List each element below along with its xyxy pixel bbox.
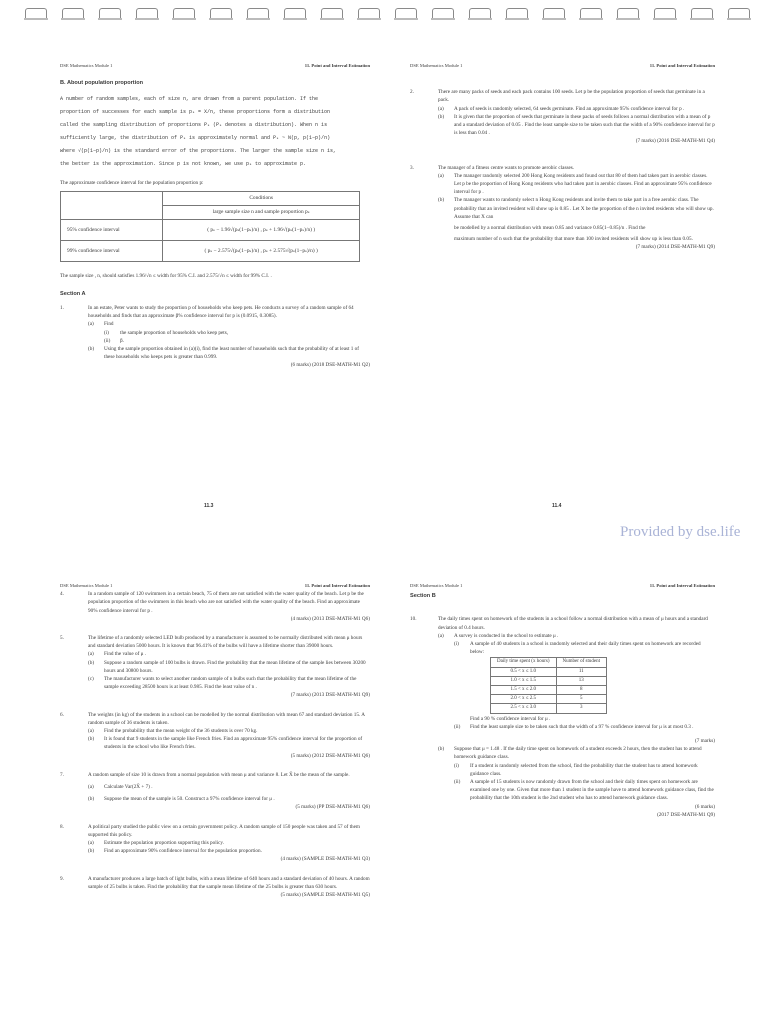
question-number: 1. — [60, 305, 64, 312]
header-right: 11. Point and Interval Estimation — [304, 583, 370, 588]
question-text: In an estate, Peter wants to study the proportion p of households who keep pets. He conducts a survey of a random sample of 64 households and finds that an approximate β% confidence interval for p is (0.0915, 0.3085). — [88, 305, 354, 320]
binder-rings — [0, 6, 768, 20]
ci-table-corner — [61, 191, 163, 219]
part-a — [438, 632, 715, 640]
part-label: (i) — [454, 641, 459, 648]
question-number: 4. — [60, 591, 64, 598]
part-text: Suppose that μ = 1.48 . If the daily time spent on homework of a student exceeds 2 hours, then the student has to attend homework guidance class. — [454, 746, 702, 761]
part-a — [88, 783, 370, 791]
marks: (4 marks) (2013 DSE-MATH-M1 Q6) — [290, 615, 370, 622]
question-text: A manufacturer produces a large batch of light bulbs, with a mean lifetime of 640 hours and a standard deviation of 40 hours. A random sample of 25 bulbs is taken. Find the probability that the sample mean lifetime of the 25 bulbs is greater than 630 hours. — [88, 875, 370, 890]
question-body — [88, 875, 370, 900]
marks: (6 marks) (2018 DSE-MATH-M1 Q2) — [290, 362, 370, 369]
part-a-i — [454, 640, 715, 723]
part-label: (a) — [88, 651, 94, 658]
part-label: (i) — [104, 329, 109, 336]
table-header-cell: Number of student — [556, 658, 607, 667]
part-text-line: The manager wants to randomly select n Hong Kong residents and invite them to take part in a free aerobic class. The probability that an invited resident will show up is 0.85 . Let X be the proportion of the n invited residents who will show up. Assume that X can — [454, 197, 714, 220]
binder-ring — [247, 8, 269, 18]
table-row — [491, 676, 607, 685]
part-text: The manager randomly selected 200 Hong Kong residents and found out that 80 of them had taken part in aerobic classes. Let p be the proportion of Hong Kong residents who had taken part in aerobic classes. Find an approximate 95% confidence interval for p . — [454, 172, 712, 196]
page-header — [60, 62, 370, 70]
page-11-4 — [410, 62, 715, 482]
part-label: (c) — [88, 676, 94, 683]
binder-ring — [99, 8, 121, 18]
part-label: (i) — [454, 762, 459, 769]
binder-ring — [432, 8, 454, 18]
part-b — [88, 847, 370, 855]
intro-line: proportion of successes for each sample is pₛ = X/n, these proportions form a distribution — [60, 109, 331, 116]
page-header — [60, 582, 370, 590]
binder-ring — [654, 8, 676, 18]
question-body — [88, 711, 370, 760]
question-10 — [410, 615, 715, 819]
part-text: It is found that 9 students in the sample like French fries. Find an approximate 95% confidence interval for the proportion of students in the school who like French fries. — [104, 736, 363, 751]
part-label: (ii) — [454, 779, 461, 786]
part-b — [88, 345, 370, 361]
intro-line: called the sampling distribution of proportions Pₛ (Pₛ denotes a distribution). When n is — [60, 122, 328, 129]
part-label: (a) — [88, 784, 94, 791]
part-a — [438, 172, 715, 197]
part-text: A survey is conducted in the school to estimate μ . — [454, 632, 559, 639]
part-label: (b) — [88, 659, 95, 666]
question-body — [438, 164, 715, 252]
question-4 — [60, 590, 370, 623]
part-label: (a) — [88, 321, 94, 328]
binder-ring — [284, 8, 306, 18]
question-7 — [60, 771, 370, 812]
page-footer: 11.4 — [552, 503, 562, 509]
part-b — [438, 113, 715, 138]
table-row — [491, 704, 607, 713]
part-text: A pack of seeds is randomly selected, 64 seeds germinate. Find an approximate 95% confidence interval for p . — [454, 105, 685, 112]
watermark: Provided by dse.life — [620, 524, 741, 540]
part-text-line: maximum number of n such that the probability that more than 100 invited residents will show up is less than 0.05. — [454, 236, 693, 243]
ci-table — [60, 191, 360, 262]
part-label: (b) — [438, 197, 445, 204]
part-label: (a) — [88, 840, 94, 847]
part-label: (b) — [438, 113, 445, 120]
intro-line: A number of random samples, each of size n, are drawn from a parent population. If the — [60, 96, 319, 103]
ci-row-label: 95% confidence interval — [61, 219, 163, 240]
question-body — [88, 823, 370, 864]
page-header — [410, 62, 715, 70]
ci-row-label: 99% confidence interval — [61, 240, 163, 261]
part-label: (b) — [438, 746, 445, 753]
table-row — [491, 686, 607, 695]
part-text: Find the value of μ . — [104, 651, 146, 658]
table-cell: 8 — [556, 686, 607, 695]
part-label: (a) — [438, 632, 444, 639]
question-body — [88, 590, 370, 623]
question-text: The manager of a fitness centre wants to promote aerobic classes. — [438, 164, 575, 171]
header-right: 11. Point and Interval Estimation — [304, 63, 370, 68]
part-text: the sample proportion of households who keep pets, — [120, 329, 229, 336]
header-right: 11. Point and Interval Estimation — [649, 583, 715, 588]
question-number: 3. — [410, 164, 414, 171]
binder-ring — [691, 8, 713, 18]
source: (2017 DSE-MATH-M1 Q9) — [657, 811, 715, 818]
question-body — [438, 88, 715, 145]
part-text: β. — [120, 337, 124, 344]
part-b — [88, 659, 370, 675]
question-number: 2. — [410, 89, 414, 96]
part-text: Using the sample proportion obtained in (a)(i), find the least number of households such that the probability of at least 1 of these households who keeps pets is greater than 0.999. — [104, 346, 359, 361]
binder-ring — [395, 8, 417, 18]
part-a — [88, 727, 370, 735]
header-left: DSE Mathematics Module 1 — [410, 63, 463, 68]
part-label: (b) — [88, 346, 95, 353]
part-b-ii — [454, 778, 715, 803]
part-a-ii — [454, 723, 715, 731]
intro-paragraph — [60, 93, 370, 171]
question-number: 10. — [410, 616, 417, 623]
part-text: Suppose the mean of the sample is 50. Construct a 97% confidence interval for μ . — [104, 796, 275, 803]
part-text — [470, 640, 715, 723]
question-text: In a random sample of 120 swimmers in a certain beach, 75 of them are not satisfied with the water quality of the beach. Let p be the population proportion of the swimmers in this beach who are not satisfied with the water quality of the beach. Find an approximate 90% confidence interval for p . — [88, 591, 364, 614]
marks: (5 marks) (2012 DSE-MATH-M1 Q6) — [290, 752, 370, 759]
page-11-3 — [60, 62, 370, 482]
part-text: The manufacturer wants to select another random sample of n bulbs such that the probability that the mean lifetime of the sample exceeding 28500 hours is at least 0.985. Find the least value of n . — [104, 676, 357, 691]
table-cell: 1.0 < x ≤ 1.5 — [491, 676, 557, 685]
question-text: A random sample of size 10 is drawn from a normal population with mean μ and variance 8. Let X̄ be the mean of the sample. — [88, 771, 350, 778]
question-number: 8. — [60, 823, 64, 830]
header-left: DSE Mathematics Module 1 — [410, 583, 463, 588]
section-title: B. About population proportion — [60, 80, 144, 87]
binder-ring — [136, 8, 158, 18]
question-number: 5. — [60, 635, 64, 642]
table-cell: 2.0 < x ≤ 2.5 — [491, 695, 557, 704]
binder-ring — [25, 8, 47, 18]
binder-ring — [173, 8, 195, 18]
question-body — [88, 634, 370, 700]
part-text — [454, 196, 715, 243]
table-cell: 13 — [556, 676, 607, 685]
question-number: 7. — [60, 771, 64, 778]
question-body — [88, 304, 370, 370]
binder-ring — [728, 8, 750, 18]
marks: (7 marks) — [694, 738, 715, 745]
section-a-title: Section A — [60, 290, 86, 297]
question-text: The daily times spent on homework of the students in a school follow a normal distribution with a mean of μ hours and a standard deviation of 0.4 hours. — [438, 616, 708, 631]
marks: (7 marks) (2014 DSE-MATH-M1 Q9) — [635, 244, 715, 251]
marks: (5 marks) (PP DSE-MATH-M1 Q6) — [295, 804, 370, 811]
part-b — [88, 795, 370, 803]
part-label: (a) — [438, 172, 444, 179]
table-cell: 11 — [556, 667, 607, 676]
question-1 — [60, 304, 370, 370]
marks: (6 marks) — [694, 803, 715, 810]
question-number: 9. — [60, 875, 64, 882]
part-text: Find the probability that the mean weight of the 36 students is over 70 kg. — [104, 728, 258, 735]
part-text: Estimate the population proportion supporting this policy. — [104, 840, 224, 847]
question-3 — [410, 164, 715, 252]
marks: (7 marks) (2016 DSE-MATH-M1 Q4) — [635, 138, 715, 145]
binder-ring — [617, 8, 639, 18]
question-text: A political party studied the public view on a certain government policy. A random sample of 150 people was taken and 57 of them supported this policy. — [88, 823, 360, 838]
part-text-line: Find a 90 % confidence interval for μ . — [470, 715, 551, 722]
part-b-i — [454, 762, 715, 778]
binder-ring — [543, 8, 565, 18]
ci-row-formula: ( pₛ − 2.575√(pₛ(1−pₛ)/n) , pₛ + 2.575√(pₛ(1−pₛ)/n) ) — [163, 240, 360, 261]
binder-ring — [469, 8, 491, 18]
question-2 — [410, 88, 715, 145]
intro-line: sufficiently large, the distribution of Pₛ is approximately normal and Pₛ ~ N(p, p(1−p)/n) — [60, 135, 331, 142]
question-text: The lifetime of a randomly selected LED bulb produced by a manufacturer is assumed to be normally distributed with mean μ hours and standard deviation 5000 hours. It is known that 96.41% of the bulbs will have a lifetime shorter than 39000 hours. — [88, 635, 363, 650]
part-a — [88, 320, 370, 328]
intro-line: the better is the approximation. Since p is not known, we use pₛ to approximate p. — [60, 161, 307, 168]
marks: (4 marks) (SAMPLE DSE-MATH-M1 Q3) — [280, 856, 370, 863]
homework-table — [490, 657, 607, 713]
question-8 — [60, 823, 370, 864]
part-label: (b) — [88, 848, 95, 855]
table-header-cell: Daily time spent (x hours) — [491, 658, 557, 667]
part-text: Calculate Var(2X̄ + 7) . — [104, 784, 153, 791]
header-left: DSE Mathematics Module 1 — [60, 583, 113, 588]
page-footer: 11.3 — [204, 503, 214, 509]
table-cell: 5 — [556, 695, 607, 704]
part-text-line: A sample of 40 students in a school is randomly selected and their daily times spent on homework are recorded below: — [470, 641, 701, 656]
ci-row-formula: ( pₛ − 1.96√(pₛ(1−pₛ)/n) , pₛ + 1.96√(pₛ(1−pₛ)/n) ) — [163, 219, 360, 240]
table-cell: 1.5 < x ≤ 2.0 — [491, 686, 557, 695]
part-a — [88, 650, 370, 658]
part-a — [88, 839, 370, 847]
part-c — [88, 675, 370, 691]
part-label: (b) — [88, 796, 95, 803]
table-cell: 0.5 < x ≤ 1.0 — [491, 667, 557, 676]
question-body — [88, 771, 370, 812]
part-text: Find — [104, 321, 114, 328]
part-label: (b) — [88, 736, 95, 743]
part-a-ii — [104, 337, 370, 345]
page-11-6 — [410, 582, 715, 1022]
question-5 — [60, 634, 370, 700]
question-text: There are many packs of seeds and each pack contains 100 seeds. Let p be the population proportion of seeds that germinate in a pack. — [438, 89, 705, 104]
part-text: Suppose a random sample of 100 bulbs is drawn. Find the probability that the mean lifetime of the sample lies between 30200 hours and 30800 hours. — [104, 659, 366, 674]
binder-ring — [358, 8, 380, 18]
part-label: (a) — [88, 728, 94, 735]
part-label: (a) — [438, 105, 444, 112]
part-a-i — [104, 329, 370, 337]
binder-ring — [62, 8, 84, 18]
part-text: Find the least sample size to be taken such that the width of a 97 % confidence interval for μ is at most 0.3 . — [470, 723, 694, 730]
question-9 — [60, 875, 370, 900]
part-label: (ii) — [454, 723, 461, 730]
part-text: A sample of 15 students is now randomly drawn from the school and their daily times spent on homework are examined one by one. Given that more than 1 student in the sample have to attend homework guidance class, find the probability that the 10th student is the 2nd student who has to attend homework guidance class. — [470, 779, 714, 802]
binder-ring — [506, 8, 528, 18]
header-left: DSE Mathematics Module 1 — [60, 63, 113, 68]
table-cell: 3 — [556, 704, 607, 713]
question-body — [438, 615, 715, 819]
part-text: It is given that the proportion of seeds that germinate in these packs of seeds follows a normal distribution with a mean of p and a standard deviation of 0.05 . Find the least sample size to be taken such that the width of a 90% confidence interval for p is less than 0.04 . — [454, 113, 715, 137]
section-b-title: Section B — [410, 593, 436, 600]
binder-ring — [210, 8, 232, 18]
header-right: 11. Point and Interval Estimation — [649, 63, 715, 68]
part-b — [438, 196, 715, 243]
question-number: 6. — [60, 711, 64, 718]
page-11-5 — [60, 582, 370, 1022]
page-header — [410, 582, 715, 590]
ci-caption: The approximate confidence interval for the population proportion p: — [60, 180, 204, 187]
marks: (7 marks) (2013 DSE-MATH-M1 Q9) — [290, 692, 370, 699]
part-text: If a student is randomly selected from the school, find the probability that the student has to attend homework guidance class. — [470, 762, 698, 777]
marks: (5 marks) (SAMPLE DSE-MATH-M1 Q5) — [280, 892, 370, 899]
part-text-line: be modelled by a normal distribution with mean 0.85 and variance 0.85(1−0.85)/n . Find the — [454, 225, 646, 232]
part-b — [438, 745, 715, 761]
part-b — [88, 735, 370, 751]
table-row — [491, 667, 607, 676]
question-text: The weights (in kg) of the students in a school can be modelled by the normal distribution with mean 67 and standard deviation 15. A random sample of 36 students is taken. — [88, 711, 365, 726]
ci-head-sample: large sample size n and sample proportion pₛ — [163, 205, 360, 219]
table-cell: 2.5 < x ≤ 3.0 — [491, 704, 557, 713]
part-label: (ii) — [104, 337, 111, 344]
ci-head-conditions: Conditions — [163, 191, 360, 205]
sample-size-note: The sample size , n, should satisfies 1.96/√n ≤ width for 95% C.I. and 2.575/√n ≤ width for 99% C.I. . — [60, 272, 272, 279]
table-row — [491, 695, 607, 704]
question-6 — [60, 711, 370, 760]
part-a — [438, 105, 715, 113]
intro-line: where √(p(1−p)/n) is the standard error of the proportions. The larger the sample size n is, — [60, 148, 337, 155]
binder-ring — [321, 8, 343, 18]
part-text: Find an approximate 90% confidence interval for the population proportion. — [104, 848, 262, 855]
binder-ring — [580, 8, 602, 18]
